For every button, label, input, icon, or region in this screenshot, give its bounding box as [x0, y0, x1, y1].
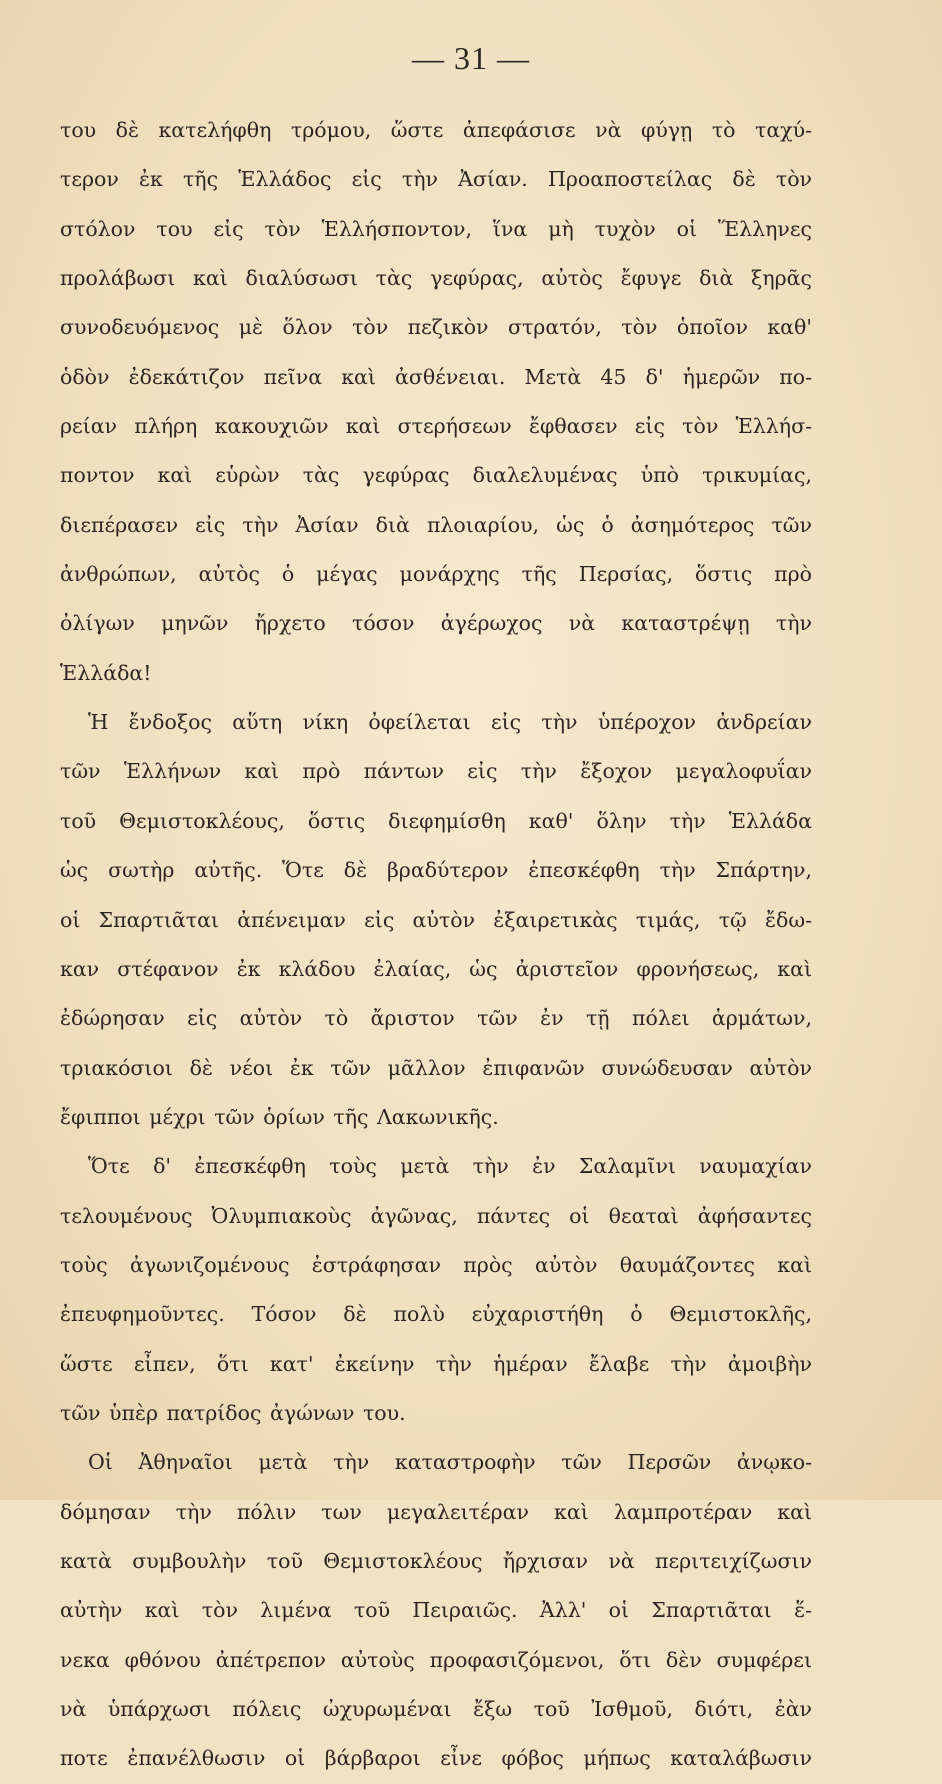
- text-line: ἀνθρώπων, αὐτὸς ὁ μέγας μονάρχης τῆς Περσίας, ὅστις πρὸ: [60, 562, 812, 587]
- text-line: τελουμένους Ὀλυμπιακοὺς ἀγῶνας, πάντες οἱ θεαταὶ ἀφήσαντες: [60, 1203, 812, 1228]
- text-line: νεκα φθόνου ἀπέτρεπον αὐτοὺς προφασιζόμενοι, ὅτι δὲν συμφέρει: [60, 1647, 812, 1672]
- text-line: ποτε ἐπανέλθωσιν οἱ βάρβαροι εἶνε φόβος μήπως καταλάβωσιν: [60, 1746, 812, 1771]
- text-line: ἐδώρησαν εἰς αὐτὸν τὸ ἄριστον τῶν ἐν τῇ πόλει ἁρμάτων,: [60, 1006, 812, 1031]
- text-line: τριακόσιοι δὲ νέοι ἐκ τῶν μᾶλλον ἐπιφανῶν συνώδευσαν αὐτὸν: [60, 1055, 812, 1080]
- text-line: κατὰ συμβουλὴν τοῦ Θεμιστοκλέους ἤρχισαν νὰ περιτειχίζωσιν: [60, 1548, 812, 1573]
- text-line: ὁδὸν ἐδεκάτιζον πεῖνα καὶ ἀσθένειαι. Μετὰ 45 δ' ἡμερῶν πο-: [60, 364, 812, 389]
- text-line: ὡς σωτὴρ αὐτῆς. Ὅτε δὲ βραδύτερον ἐπεσκέφθη τὴν Σπάρτην,: [60, 858, 812, 883]
- body-text: [60, 106, 812, 1784]
- text-line: τοῦ Θεμιστοκλέους, ὅστις διεφημίσθη καθ' ὅλην τὴν Ἑλλάδα: [60, 808, 812, 833]
- text-line: ἔφιπποι μέχρι τῶν ὁρίων τῆς Λακωνικῆς.: [60, 1104, 499, 1129]
- text-line: του δὲ κατελήφθη τρόμου, ὥστε ἀπεφάσισε νὰ φύγῃ τὸ ταχύ-: [60, 118, 812, 142]
- text-line: τερον ἐκ τῆς Ἑλλάδος εἰς τὴν Ἀσίαν. Προαποστείλας δὲ τὸν: [60, 167, 812, 192]
- text-line: τοὺς ἀγωνιζομένους ἐστράφησαν πρὸς αὐτὸν θαυμάζοντες καὶ: [60, 1252, 812, 1277]
- text-line: Ἑλλάδα!: [60, 660, 152, 685]
- paragraph-start-line: Ἡ ἔνδοξος αὕτη νίκη ὀφείλεται εἰς τὴν ὑπέροχον ἀνδρείαν: [88, 710, 812, 735]
- text-line: τῶν ὑπὲρ πατρίδος ἀγώνων του.: [60, 1400, 406, 1425]
- text-line: διεπέρασεν εἰς τὴν Ἀσίαν διὰ πλοιαρίου, ὡς ὁ ἀσημότερος τῶν: [60, 512, 812, 537]
- text-line: δόμησαν τὴν πόλιν των μεγαλειτέραν καὶ λαμπροτέραν καὶ: [60, 1499, 812, 1524]
- paragraph-start-line: Ὅτε δ' ἐπεσκέφθη τοὺς μετὰ τὴν ἐν Σαλαμῖνι ναυμαχίαν: [88, 1154, 812, 1179]
- text-line: τῶν Ἑλλήνων καὶ πρὸ πάντων εἰς τὴν ἔξοχον μεγαλοφυΐαν: [60, 759, 812, 784]
- text-line: ρείαν πλήρη κακουχιῶν καὶ στερήσεων ἔφθασεν εἰς τὸν Ἑλλήσ-: [60, 414, 812, 439]
- text-line: συνοδευόμενος μὲ ὅλον τὸν πεζικὸν στρατόν, τὸν ὁποῖον καθ': [60, 315, 812, 340]
- text-line: αὐτὴν καὶ τὸν λιμένα τοῦ Πειραιῶς. Ἀλλ' οἱ Σπαρτιᾶται ἕ-: [60, 1598, 812, 1623]
- text-line: προλάβωσι καὶ διαλύσωσι τὰς γεφύρας, αὐτὸς ἔφυγε διὰ ξηρᾶς: [60, 266, 812, 291]
- text-line: νὰ ὑπάρχωσι πόλεις ὠχυρωμέναι ἔξω τοῦ Ἰσθμοῦ, διότι, ἐὰν: [60, 1697, 812, 1721]
- page-number: — 31 —: [412, 40, 530, 76]
- text-line: ὥστε εἶπεν, ὅτι κατ' ἐκείνην τὴν ἡμέραν ἔλαβε τὴν ἀμοιβὴν: [60, 1351, 812, 1376]
- text-line: ποντον καὶ εὑρὼν τὰς γεφύρας διαλελυμένας ὑπὸ τρικυμίας,: [60, 463, 812, 488]
- text-line: ἐπευφημοῦντες. Τόσον δὲ πολὺ εὐχαριστήθη ὁ Θεμιστοκλῆς,: [60, 1302, 812, 1327]
- text-line: στόλον του εἰς τὸν Ἑλλήσποντον, ἵνα μὴ τυχὸν οἱ Ἕλληνες: [60, 216, 812, 241]
- paragraph-start-line: Οἱ Ἀθηναῖοι μετὰ τὴν καταστροφὴν τῶν Περσῶν ἀνῳκο-: [88, 1450, 812, 1475]
- text-line: οἱ Σπαρτιᾶται ἀπένειμαν εἰς αὐτὸν ἐξαιρετικὰς τιμάς, τῷ ἔδω-: [60, 907, 812, 932]
- text-line: καν στέφανον ἐκ κλάδου ἐλαίας, ὡς ἀριστεῖον φρονήσεως, καὶ: [60, 956, 812, 981]
- text-line: ὀλίγων μηνῶν ἤρχετο τόσον ἀγέρωχος νὰ καταστρέψῃ τὴν: [60, 611, 812, 636]
